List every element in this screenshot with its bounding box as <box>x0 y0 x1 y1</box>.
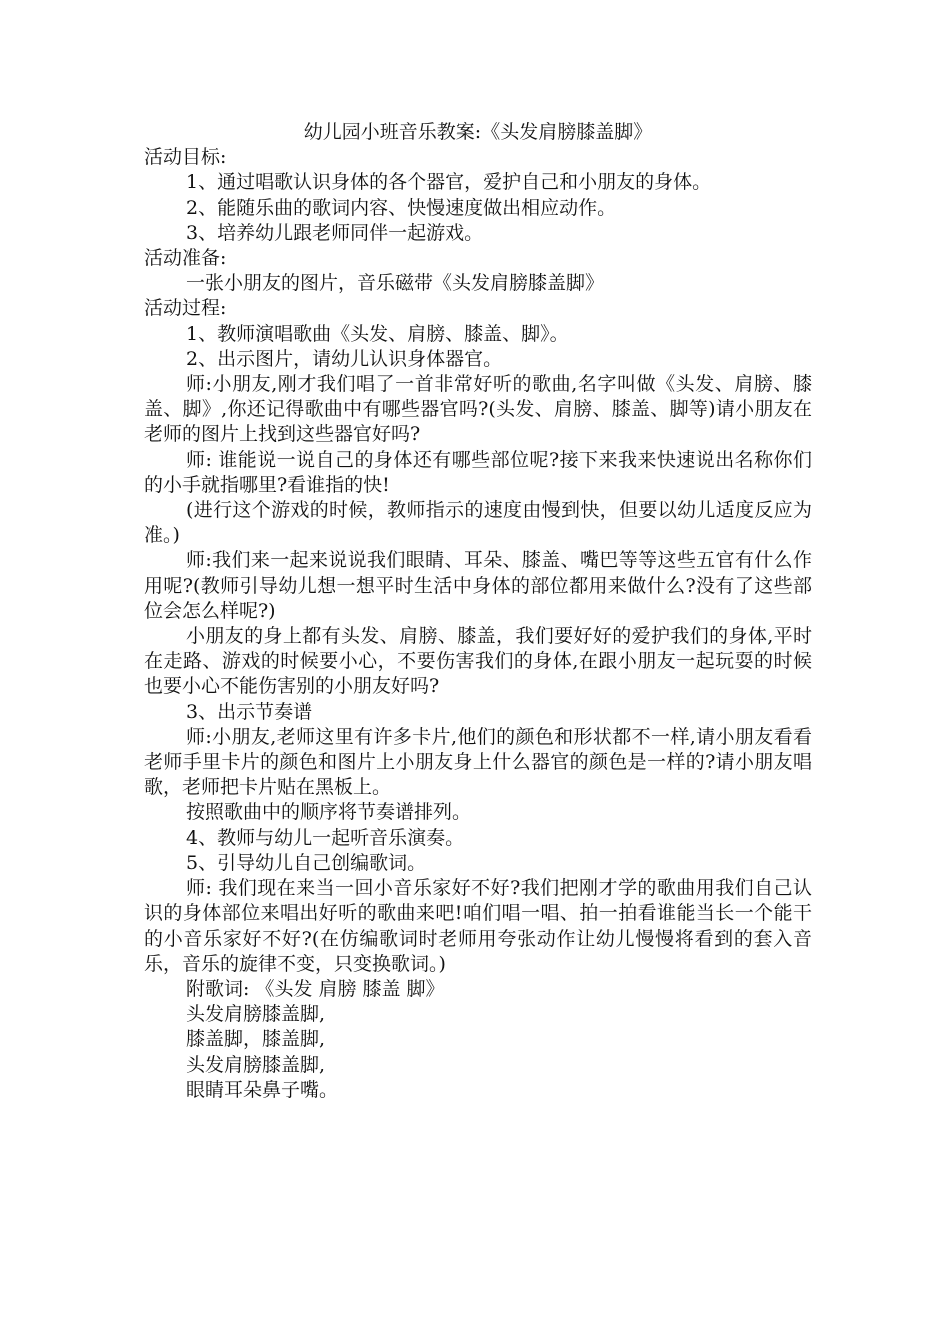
process-paragraph: 2、出示图片，请幼儿认识身体器官。 <box>186 347 503 370</box>
document-body <box>144 120 812 1103</box>
process-paragraph: 师:我们来一起来说说我们眼睛、耳朵、膝盖、嘴巴等等这些五官有什么作用呢?(教师引导幼儿想一想平时生活中身体的部位都用来做什么?没有了这些部位会怎么样呢?) <box>144 549 812 622</box>
process-heading: 活动过程: <box>144 297 227 320</box>
process-paragraph: 师:小朋友,刚才我们唱了一首非常好听的歌曲,名字叫做《头发、肩膀、膝盖、脚》,你还记得歌曲中有哪些器官吗?(头发、肩膀、膝盖、脚等)请小朋友在老师的图片上找到这些器官好吗? <box>144 373 812 446</box>
lyric-line: 头发肩膀膝盖脚, <box>186 1003 326 1026</box>
goal-item: 2、能随乐曲的歌词内容、快慢速度做出相应动作。 <box>186 196 617 219</box>
process-paragraph: 师: 我们现在来当一回小音乐家好不好?我们把刚才学的歌曲用我们自己认识的身体部位来唱出好听的歌曲来吧!咱们唱一唱、拍一拍看谁能当长一个能干的小音乐家好不好?(在仿编歌词时老师用夸张动作让幼儿慢慢将看到的套入音乐，音乐的旋律不变，只变换歌词。) <box>144 877 812 975</box>
goal-item: 1、通过唱歌认识身体的各个器官，爱护自己和小朋友的身体。 <box>186 171 712 194</box>
goals-heading: 活动目标: <box>144 146 227 169</box>
process-paragraph: 师: 谁能说一说自己的身体还有哪些部位呢?接下来我来快速说出名称你们的小手就指哪里?看谁指的快! <box>144 448 812 496</box>
process-paragraph: (进行这个游戏的时候，教师指示的速度由慢到快，但要以幼儿适度反应为准。) <box>144 499 812 547</box>
process-paragraph: 师:小朋友,老师这里有许多卡片,他们的颜色和形状都不一样,请小朋友看看老师手里卡片的颜色和图片上小朋友身上什么器官的颜色是一样的?请小朋友唱歌，老师把卡片贴在黑板上。 <box>144 725 812 799</box>
process-paragraph: 1、教师演唱歌曲《头发、肩膀、膝盖、脚》。 <box>186 322 569 345</box>
process-paragraph: 3、出示节奏谱 <box>186 700 313 723</box>
process-paragraph: 按照歌曲中的顺序将节奏谱排列。 <box>186 801 472 824</box>
document-title: 幼儿园小班音乐教案:《头发肩膀膝盖脚》 <box>303 121 653 143</box>
preparation-heading: 活动准备: <box>144 247 227 270</box>
goal-item: 3、培养幼儿跟老师同伴一起游戏。 <box>186 221 484 244</box>
process-paragraph: 小朋友的身上都有头发、肩膀、膝盖，我们要好好的爱护我们的身体,平时在走路、游戏的时候要小心，不要伤害我们的身体,在跟小朋友一起玩耍的时候也要小心不能伤害别的小朋友好吗? <box>144 625 812 698</box>
process-paragraph: 4、教师与幼儿一起听音乐演奏。 <box>186 826 465 849</box>
lyric-line: 头发肩膀膝盖脚, <box>186 1053 326 1076</box>
lyric-line: 眼睛耳朵鼻子嘴。 <box>186 1078 339 1101</box>
preparation-item: 一张小朋友的图片，音乐磁带《头发肩膀膝盖脚》 <box>186 272 605 295</box>
process-paragraph: 5、引导幼儿自己创编歌词。 <box>186 851 427 874</box>
lyrics-heading: 附歌词: 《头发 肩膀 膝盖 脚》 <box>186 977 445 1000</box>
lyric-line: 膝盖脚，膝盖脚, <box>186 1028 326 1051</box>
